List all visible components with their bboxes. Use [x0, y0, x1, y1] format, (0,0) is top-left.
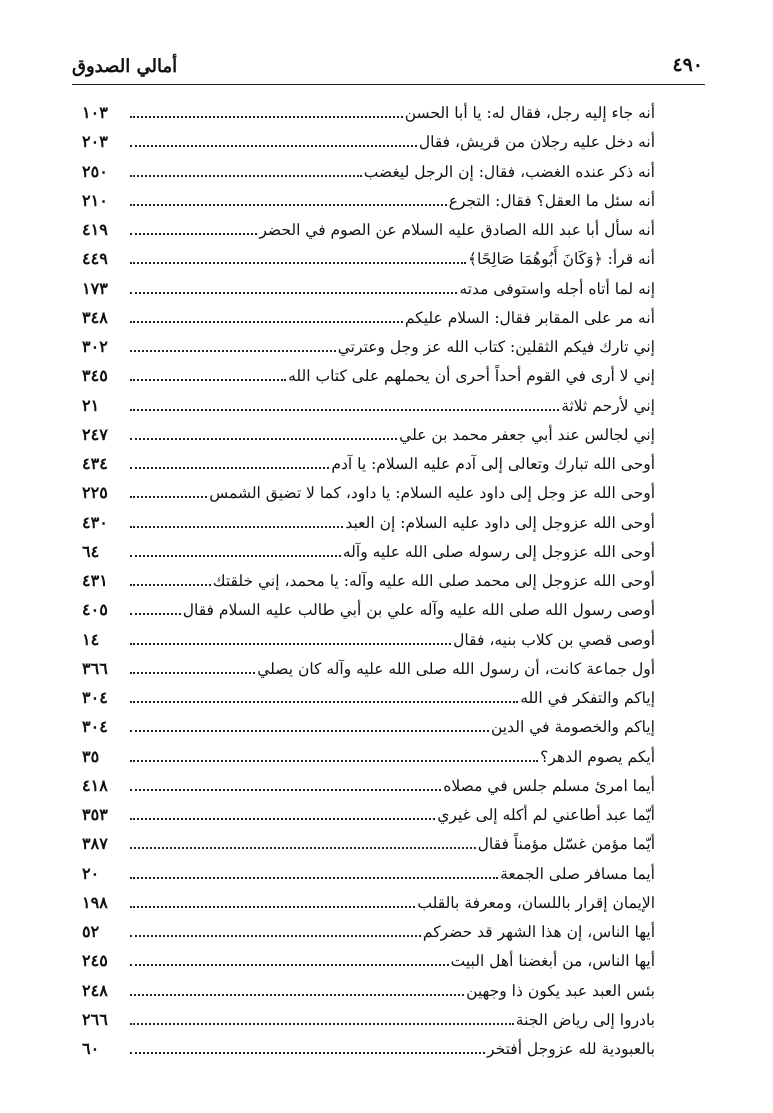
entry-text: أنه قرأ: ﴿وَكَانَ أَبُوهُمَا صَالِحًا﴾ [467, 250, 655, 269]
entry-page-number: ٣٥ [82, 746, 100, 766]
dot-leader [130, 613, 181, 615]
entry-text: أوحى الله عزوجل إلى محمد صلى الله عليه وآله: يا محمد، إني خلقتك [212, 572, 655, 590]
entry-page-number: ٤٣٤ [82, 454, 108, 473]
dot-leader [130, 438, 397, 440]
entry-text: بادروا إلى رياض الجنة [515, 1010, 655, 1029]
dot-leader [130, 818, 435, 820]
dot-leader [130, 1052, 485, 1054]
index-entry [82, 538, 655, 564]
dot-leader [130, 964, 449, 966]
entry-text: أوصى قصي بن كلاب بنيه، فقال [453, 630, 655, 649]
entry-text: الإيمان إقرار باللسان، ومعرفة بالقلب [417, 893, 655, 912]
dot-leader [130, 877, 498, 879]
index-entry [82, 860, 655, 886]
index-entry [82, 567, 655, 593]
entry-text: أوصى رسول الله صلى الله عليه وآله علي بن أبي طالب عليه السلام فقال [182, 601, 655, 620]
entry-page-number: ٢٤٨ [82, 980, 108, 1000]
dot-leader [130, 145, 417, 147]
entry-page-number: ٢٠٣ [82, 132, 108, 152]
dot-leader [130, 906, 415, 908]
entry-page-number: ٤١٩ [82, 220, 108, 239]
entry-page-number: ٣٠٤ [82, 688, 108, 707]
index-entry [82, 245, 655, 271]
entry-text: أنه ذكر عنده الغضب، فقال: إن الرجل ليغضب [363, 162, 655, 181]
index-entry [82, 216, 655, 242]
entry-page-number: ٤٠٥ [82, 600, 108, 620]
entry-page-number: ١٩٨ [82, 892, 108, 912]
entry-page-number: ١٧٣ [82, 278, 108, 298]
dot-leader [130, 847, 476, 849]
dot-leader [130, 292, 457, 294]
dot-leader [130, 789, 441, 791]
index-entry [82, 421, 655, 447]
index-entry [82, 830, 655, 856]
dot-leader [130, 321, 403, 323]
entry-text: أنه مر على المقابر فقال: السلام عليكم [404, 308, 655, 327]
index-entry [82, 509, 655, 535]
index-entry [82, 187, 655, 213]
dot-leader [130, 204, 447, 206]
index-entry [82, 801, 655, 827]
dot-leader [130, 730, 489, 732]
index-entry [82, 889, 655, 915]
dot-leader [130, 584, 211, 586]
index-entry [82, 626, 655, 652]
entry-page-number: ١٠٣ [82, 103, 108, 122]
index-entry [82, 772, 655, 798]
entry-text: إني لأرحم ثلاثة [561, 396, 655, 415]
entry-text: أنه جاء إليه رجل، فقال له: يا أبا الحسن [404, 104, 655, 122]
index-entry [82, 684, 655, 710]
entry-text: أوحى الله عز وجل إلى داود عليه السلام: يا داود، كما لا تضيق الشمس [209, 484, 655, 503]
dot-leader [130, 643, 451, 645]
entry-page-number: ٤٣١ [82, 571, 108, 590]
entry-text: أيما مسافر صلى الجمعة [500, 864, 655, 883]
entry-page-number: ١٤ [82, 629, 100, 649]
index-entry [82, 1035, 655, 1061]
dot-leader [130, 701, 518, 703]
entry-page-number: ٦٠ [82, 1039, 100, 1058]
page-header [72, 50, 705, 85]
entry-text: بئس العبد عبد يكون ذا وجهين [466, 981, 655, 1000]
entry-text: أوحى الله تبارك وتعالى إلى آدم عليه السلام: يا آدم [331, 455, 655, 473]
dot-leader [130, 116, 403, 118]
index-entry [82, 918, 655, 944]
entry-page-number: ٢٥٠ [82, 161, 108, 181]
index-entry [82, 392, 655, 418]
index-entry [82, 450, 655, 476]
entry-text: أوحى الله عزوجل إلى رسوله صلى الله عليه وآله [342, 542, 655, 561]
entry-page-number: ٥٢ [82, 922, 100, 941]
entry-text: أول جماعة كانت، أن رسول الله صلى الله عليه وآله كان يصلي [257, 659, 655, 678]
index-entry [82, 977, 655, 1003]
entry-page-number: ٢٤٧ [82, 424, 108, 444]
entry-page-number: ٢٦٦ [82, 1009, 108, 1029]
entry-page-number: ٢٠ [82, 863, 100, 883]
dot-leader [130, 672, 255, 674]
entry-page-number: ٣٤٨ [82, 307, 108, 327]
index-entry [82, 362, 655, 388]
entry-page-number: ٢٢٥ [82, 483, 108, 503]
entry-text: إني تارك فيكم الثقلين: كتاب الله عز وجل وعترتي [337, 338, 655, 356]
dot-leader [130, 262, 466, 264]
entry-text: أنه سأل أبا عبد الله الصادق عليه السلام عن الصوم في الحضر [259, 221, 655, 239]
entry-page-number: ٤١٨ [82, 775, 108, 795]
entry-page-number: ٣٠٢ [82, 337, 108, 356]
entry-text: أيها الناس، إن هذا الشهر قد حضركم [422, 923, 655, 941]
dot-leader [130, 526, 343, 528]
index-entry [82, 333, 655, 359]
index-entry [82, 655, 655, 681]
entry-text: إنه لما أتاه أجله واستوفى مدته [459, 279, 655, 298]
dot-leader [130, 935, 421, 937]
index-entry [82, 479, 655, 505]
dot-leader [130, 233, 257, 235]
book-title: أمالي الصدوق [72, 56, 178, 77]
entry-text: بالعبودية لله عزوجل أفتخر [487, 1040, 655, 1058]
entry-text: إياكم والخصومة في الدين [490, 718, 655, 737]
index-entry [82, 99, 655, 125]
entry-page-number: ٤٤٩ [82, 249, 108, 269]
entry-page-number: ٣٠٤ [82, 717, 108, 737]
entry-page-number: ٣٥٣ [82, 805, 108, 824]
index-entry [82, 713, 655, 739]
dot-leader [130, 1023, 514, 1025]
page-number: ٤٩٠ [672, 54, 703, 76]
index-entry [82, 1006, 655, 1032]
entry-text: أنه سئل ما العقل؟ فقال: التجرع [448, 191, 655, 210]
entry-page-number: ٣٤٥ [82, 366, 108, 386]
entry-text: إني لا أرى في القوم أحداً أحرى أن يحملهم على كتاب الله [288, 367, 655, 386]
index-entry [82, 275, 655, 301]
entry-text: أيها الناس، من أبغضنا أهل البيت [450, 952, 655, 971]
index-entry [82, 596, 655, 622]
dot-leader [130, 760, 538, 762]
entry-text: أوحى الله عزوجل إلى داود عليه السلام: إن العبد [345, 513, 655, 532]
entry-page-number: ٢٤٥ [82, 951, 108, 971]
entry-text: إني لجالس عند أبي جعفر محمد بن علي [399, 425, 655, 444]
entry-page-number: ٣٨٧ [82, 834, 108, 854]
index-entry [82, 158, 655, 184]
entry-page-number: ٢١ [82, 395, 100, 415]
entry-text: أيّما عبد أطاعني لم أكله إلى غيري [437, 806, 655, 824]
index-entry [82, 304, 655, 330]
entry-text: إياكم والتفكر في الله [520, 689, 655, 707]
dot-leader [130, 467, 329, 469]
dot-leader [130, 409, 559, 411]
dot-leader [130, 994, 464, 996]
entry-page-number: ٢١٠ [82, 190, 108, 210]
entry-page-number: ٦٤ [82, 541, 100, 561]
entry-text: أيكم يصوم الدهر؟ [540, 747, 655, 766]
dot-leader [130, 350, 336, 352]
entry-page-number: ٤٣٠ [82, 512, 108, 532]
entry-text: أيّما مؤمن غسّل مؤمناً فقال [477, 835, 655, 854]
index-entry [82, 128, 655, 154]
entry-page-number: ٣٦٦ [82, 658, 108, 678]
index-entry [82, 743, 655, 769]
entry-text: أنه دخل عليه رجلان من قريش، فقال [418, 133, 655, 152]
dot-leader [130, 496, 207, 498]
dot-leader [130, 379, 286, 381]
dot-leader [130, 175, 362, 177]
index-entry [82, 947, 655, 973]
entry-text: أيما امرئ مسلم جلس في مصلاه [443, 776, 655, 795]
dot-leader [130, 555, 341, 557]
